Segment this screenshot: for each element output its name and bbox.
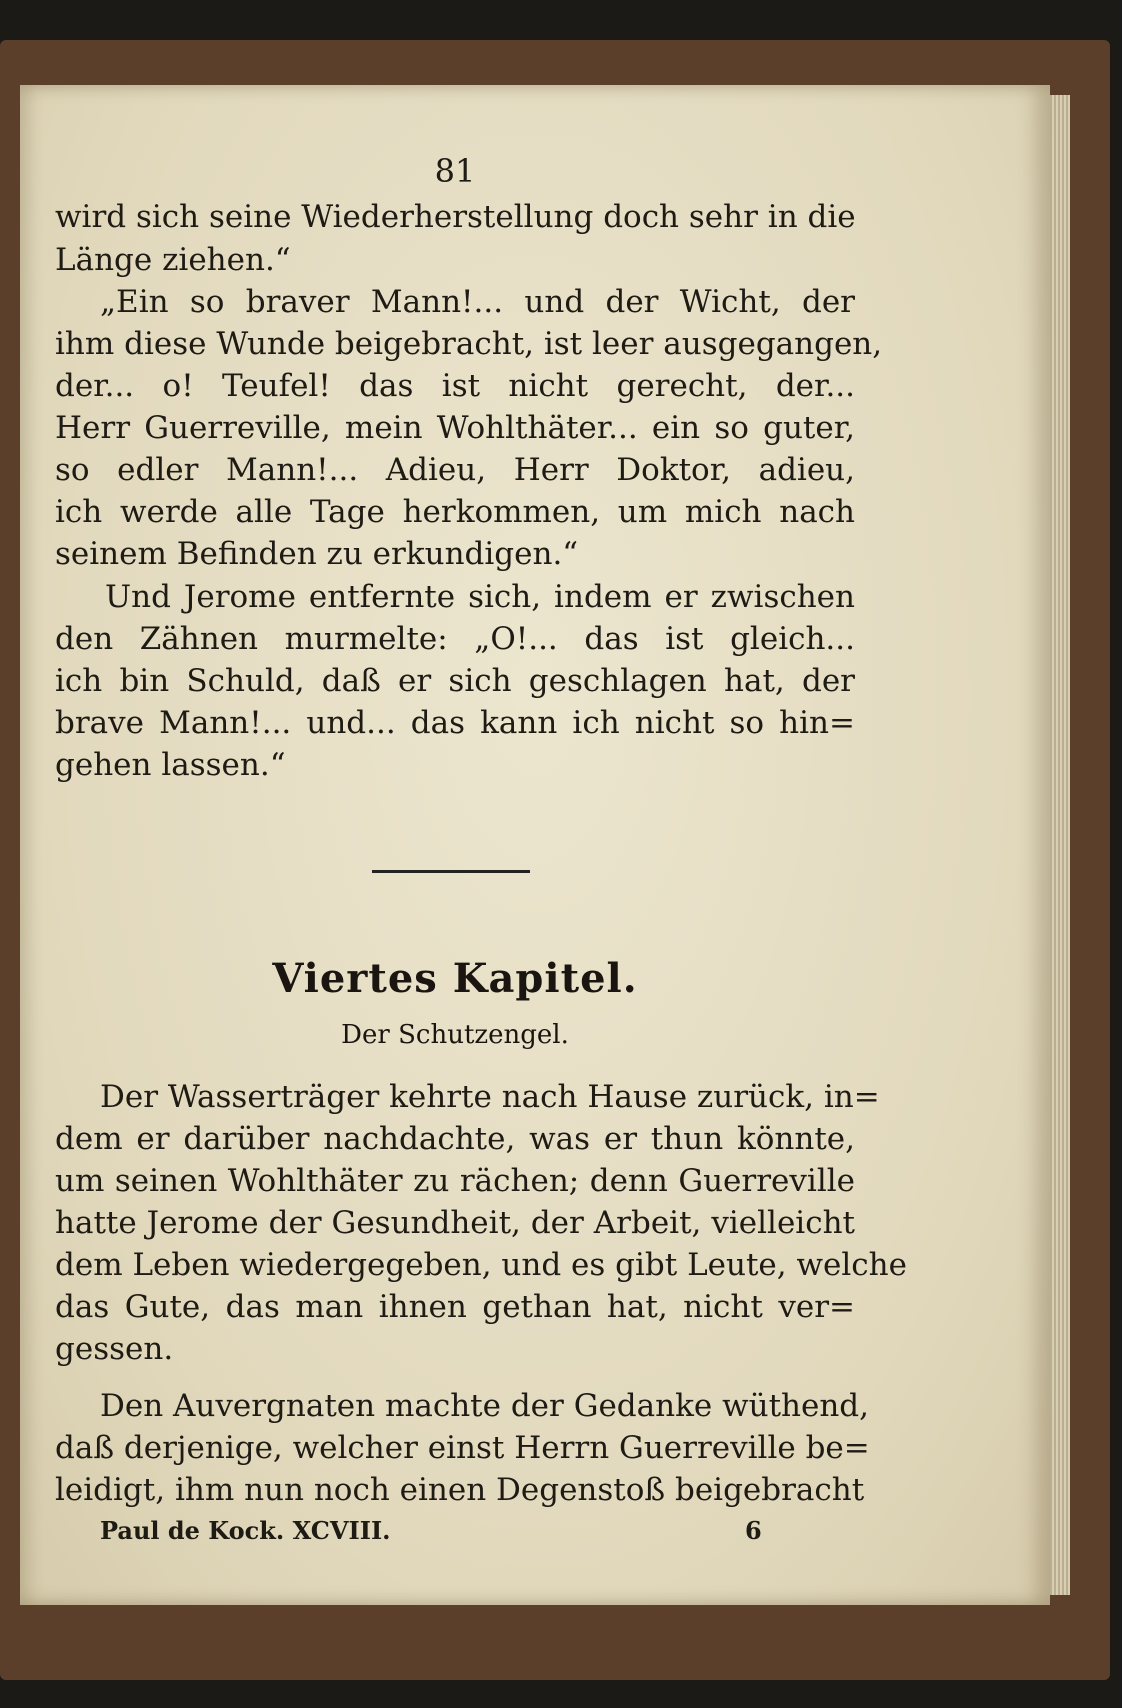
- text-line: gehen lassen.“: [55, 747, 286, 783]
- text-line: Und Jerome entfernte sich, indem er zwischen: [105, 579, 855, 615]
- text-line: gessen.: [55, 1331, 174, 1367]
- text-line: daß derjenige, welcher einst Herrn Guerreville be=: [55, 1430, 870, 1466]
- text-line: ich bin Schuld, daß er sich geschlagen hat, der: [55, 663, 855, 699]
- text-line: Der Wasserträger kehrte nach Hause zurück, in=: [100, 1079, 880, 1115]
- text-line: Länge ziehen.“: [55, 242, 291, 278]
- text-line: wird sich seine Wiederherstellung doch sehr in die: [55, 199, 856, 235]
- text-line: ich werde alle Tage herkommen, um mich nach: [55, 494, 855, 530]
- text-line: das Gute, das man ihnen gethan hat, nicht ver=: [55, 1289, 855, 1325]
- text-line: hatte Jerome der Gesundheit, der Arbeit, vielleicht: [55, 1205, 855, 1241]
- text-line: brave Mann!... und... das kann ich nicht so hin=: [55, 705, 855, 741]
- text-line: um seinen Wohlthäter zu rächen; denn Guerreville: [55, 1163, 855, 1199]
- text-line: so edler Mann!... Adieu, Herr Doktor, adieu,: [55, 452, 855, 488]
- chapter-subtitle: Der Schutzengel.: [341, 1020, 569, 1050]
- text-line: dem er darüber nachdachte, was er thun könnte,: [55, 1121, 855, 1157]
- sheet-number: 6: [745, 1516, 762, 1545]
- text-line: seinem Befinden zu erkundigen.“: [55, 536, 579, 572]
- text-line: den Zähnen murmelte: „O!... das ist gleich...: [55, 621, 855, 657]
- text-line: der... o! Teufel! das ist nicht gerecht, der...: [55, 368, 855, 404]
- section-divider: [372, 870, 530, 873]
- text-line: „Ein so braver Mann!... und der Wicht, der: [100, 284, 855, 320]
- signature-mark: Paul de Kock. XCVIII.: [100, 1516, 391, 1545]
- text-line: ihm diese Wunde beigebracht, ist leer ausgegangen,: [55, 326, 883, 362]
- text-line: Den Auvergnaten machte der Gedanke wüthend,: [100, 1388, 870, 1424]
- text-line: leidigt, ihm nun noch einen Degenstoß beigebracht: [55, 1472, 865, 1508]
- text-line: dem Leben wiedergegeben, und es gibt Leute, welche: [55, 1247, 907, 1283]
- chapter-title: Viertes Kapitel.: [272, 955, 638, 1002]
- page-number: 81: [434, 152, 476, 190]
- text-line: Herr Guerreville, mein Wohlthäter... ein so guter,: [55, 410, 855, 446]
